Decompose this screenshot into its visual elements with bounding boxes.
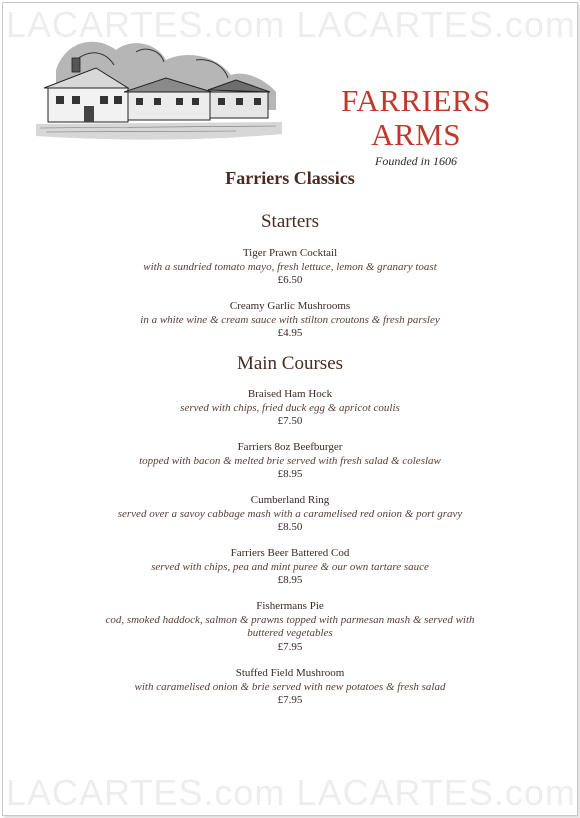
menu-item-price: £8.95 [277, 574, 303, 586]
menu-title: Farriers Classics [225, 168, 355, 188]
menu-item-price: £4.95 [277, 327, 303, 339]
menu-item-farriers-beefburger [90, 441, 490, 482]
menu-item-name: Braised Ham Hock [247, 388, 333, 400]
menu-item-name: Creamy Garlic Mushrooms [229, 300, 351, 312]
menu-item-description: with caramelised onion & brie served with new potatoes & fresh salad [134, 680, 446, 693]
menu-item-price: £7.95 [277, 694, 303, 706]
menu-item-fishermans-pie [90, 600, 490, 654]
menu-item-stuffed-field-mushroom [90, 667, 490, 708]
starters-heading: Starters [260, 211, 320, 232]
menu-item-tiger-prawn-cocktail [90, 247, 490, 288]
menu-item-price: £7.50 [277, 415, 303, 427]
menu-item-description: topped with bacon & melted brie served with fresh salad & coleslaw [139, 454, 441, 467]
menu-item-creamy-garlic-mushrooms [90, 300, 490, 341]
menu-item-description: served with chips, fried duck egg & apricot coulis [180, 401, 400, 414]
pub-sketch-illustration [36, 30, 282, 148]
menu-item-cumberland-ring [90, 494, 490, 535]
menu-item-description: served over a savoy cabbage mash with a caramelised red onion & port gravy [117, 507, 463, 520]
brand-name: FARRIERS ARMS [341, 83, 491, 152]
menu-item-beer-battered-cod [90, 547, 490, 588]
menu-item-name: Cumberland Ring [250, 494, 330, 506]
brand-tagline: Founded in 1606 [375, 154, 457, 168]
main-courses-heading: Main Courses [236, 353, 344, 374]
menu-item-braised-ham-hock [90, 388, 490, 429]
menu-item-description: served with chips, pea and mint puree & our own tartare sauce [151, 560, 429, 573]
menu-item-description: with a sundried tomato mayo, fresh lettuce, lemon & granary toast [143, 260, 437, 273]
menu-item-price: £8.50 [277, 521, 303, 533]
menu-item-description: in a white wine & cream sauce with stilton croutons & fresh parsley [140, 313, 440, 326]
menu-item-name: Stuffed Field Mushroom [235, 667, 345, 679]
menu-item-name: Tiger Prawn Cocktail [242, 247, 338, 259]
menu-item-price: £8.95 [277, 468, 303, 480]
menu-item-price: £7.95 [277, 640, 303, 653]
menu-item-name: Farriers 8oz Beefburger [237, 441, 343, 453]
menu-item-name: Farriers Beer Battered Cod [230, 547, 350, 559]
brand-block [300, 84, 532, 169]
menu-item-description: cod, smoked haddock, salmon & prawns topped with parmesan mash & served with buttered vegetables [105, 613, 475, 639]
menu-item-price: £6.50 [277, 274, 303, 286]
menu-item-name: Fishermans Pie [256, 600, 324, 612]
